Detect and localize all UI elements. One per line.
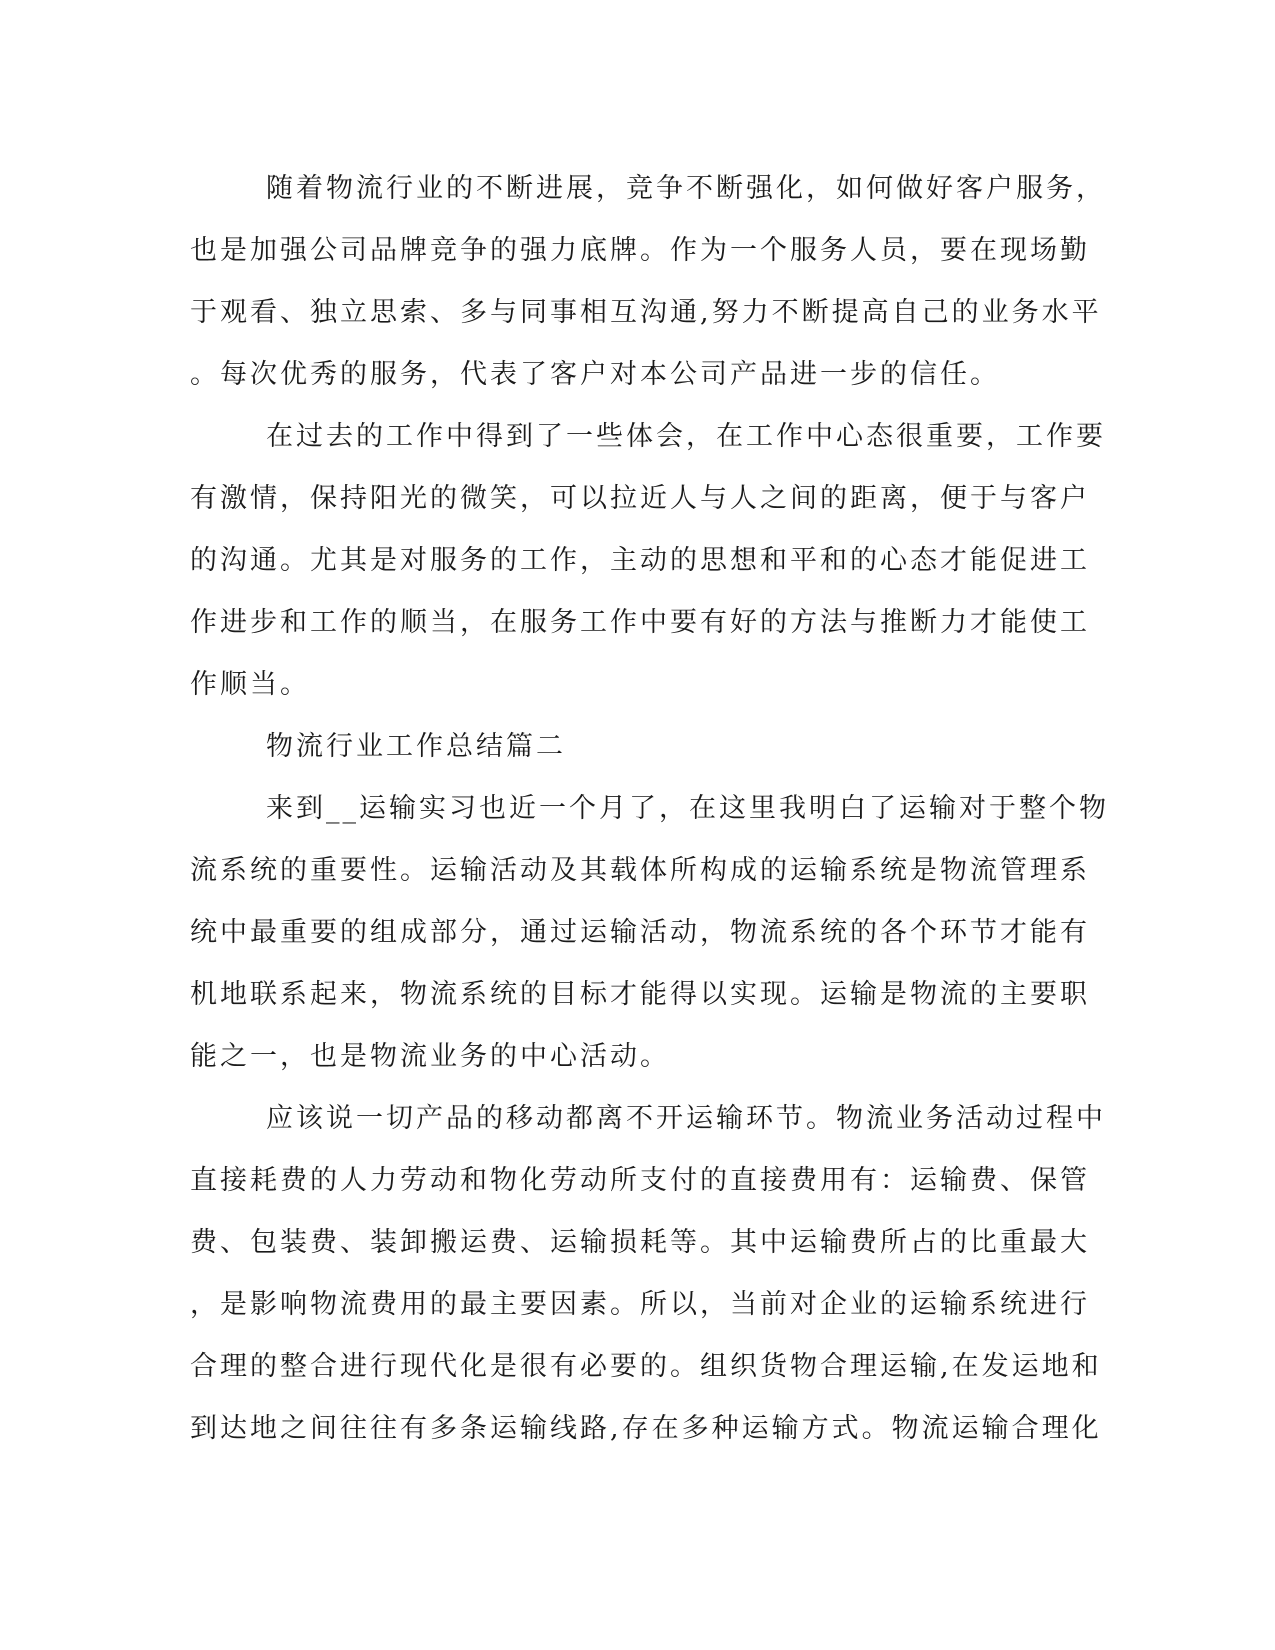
- text-line: ，是影响物流费用的最主要因素。所以，当前对企业的运输系统进行: [190, 1289, 1090, 1320]
- text-line: 作顺当。: [190, 669, 310, 700]
- text-line: 随着物流行业的不断进展，竞争不断强化，如何做好客户服务，: [266, 173, 1106, 204]
- document-body: [190, 158, 1109, 1460]
- text-line: 合理的整合进行现代化是很有必要的。组织货物合理运输,在发运地和: [190, 1351, 1102, 1382]
- text-line: 于观看、独立思索、多与同事相互沟通,努力不断提高自己的业务水平: [190, 297, 1102, 328]
- section-heading: [190, 716, 1080, 778]
- text-line: 应该说一切产品的移动都离不开运输环节。物流业务活动过程中: [266, 1103, 1106, 1134]
- text-line: 直接耗费的人力劳动和物化劳动所支付的直接费用有：运输费、保管: [190, 1165, 1090, 1196]
- paragraph-1: [190, 158, 1106, 406]
- paragraph-3: [190, 778, 1109, 1088]
- text-line: 费、包装费、装卸搬运费、运输损耗等。其中运输费所占的比重最大: [190, 1227, 1090, 1258]
- text-line: 来到__运输实习也近一个月了，在这里我明白了运输对于整个物: [266, 793, 1109, 824]
- text-line: 有激情，保持阳光的微笑，可以拉近人与人之间的距离，便于与客户: [190, 483, 1090, 514]
- text-line: 统中最重要的组成部分，通过运输活动，物流系统的各个环节才能有: [190, 917, 1090, 948]
- text-line: 作进步和工作的顺当，在服务工作中要有好的方法与推断力才能使工: [190, 607, 1090, 638]
- text-line: 能之一，也是物流业务的中心活动。: [190, 1041, 670, 1072]
- paragraph-4: [190, 1088, 1106, 1460]
- heading-line: 物流行业工作总结篇二: [266, 731, 566, 762]
- text-line: 在过去的工作中得到了一些体会，在工作中心态很重要，工作要: [266, 421, 1106, 452]
- text-line: 到达地之间往往有多条运输线路,存在多种运输方式。物流运输合理化: [190, 1413, 1102, 1444]
- text-line: 。每次优秀的服务，代表了客户对本公司产品进一步的信任。: [190, 359, 1000, 390]
- text-line: 流系统的重要性。运输活动及其载体所构成的运输系统是物流管理系: [190, 855, 1090, 886]
- paragraph-2: [190, 406, 1106, 716]
- text-line: 的沟通。尤其是对服务的工作，主动的思想和平和的心态才能促进工: [190, 545, 1090, 576]
- text-line: 机地联系起来，物流系统的目标才能得以实现。运输是物流的主要职: [190, 979, 1090, 1010]
- text-line: 也是加强公司品牌竞争的强力底牌。作为一个服务人员，要在现场勤: [190, 235, 1090, 266]
